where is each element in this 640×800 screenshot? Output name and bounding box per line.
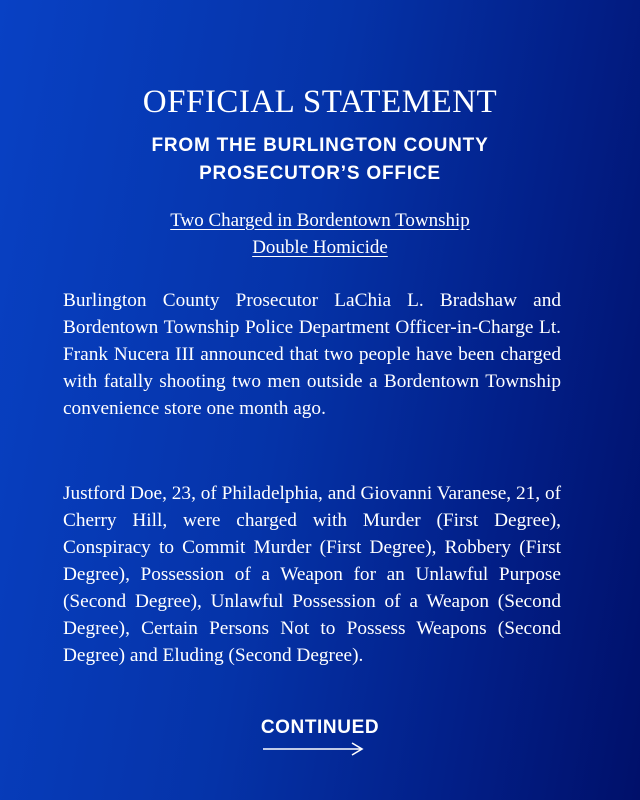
subtitle-line-1: FROM THE BURLINGTON COUNTY xyxy=(151,135,489,156)
page-title: OFFICIAL STATEMENT xyxy=(142,84,498,120)
subtitle-line-2: PROSECUTOR’S OFFICE xyxy=(199,163,441,184)
arrow-right-icon xyxy=(263,742,365,756)
paragraph-1: Burlington County Prosecutor LaChia L. Bradshaw and Bordentown Township Police Department Officer-in-Charge Lt. Frank Nucera III announced that two people have been charged with fatally shooting two men outside a Bordentown Township convenience store one month ago. xyxy=(63,290,561,419)
subtitle xyxy=(0,132,640,188)
paragraph-2: Justford Doe, 23, of Philadelphia, and Giovanni Varanese, 21, of Cherry Hill, were charged with Murder (First Degree), Conspiracy to Commit Murder (First Degree), Robbery (First Degree), Possession of a Weapon for an Unlawful Purpose (Second Degree), Unlawful Possession of a Weapon (Second Degree), Certain Persons Not to Possess Weapons (Second Degree) and Eluding (Second Degree). xyxy=(63,483,561,666)
continued-label: CONTINUED xyxy=(260,717,380,738)
headline-line-1: Two Charged in Bordentown Township xyxy=(170,210,470,231)
headline xyxy=(0,207,640,261)
headline-line-2: Double Homicide xyxy=(252,237,388,258)
